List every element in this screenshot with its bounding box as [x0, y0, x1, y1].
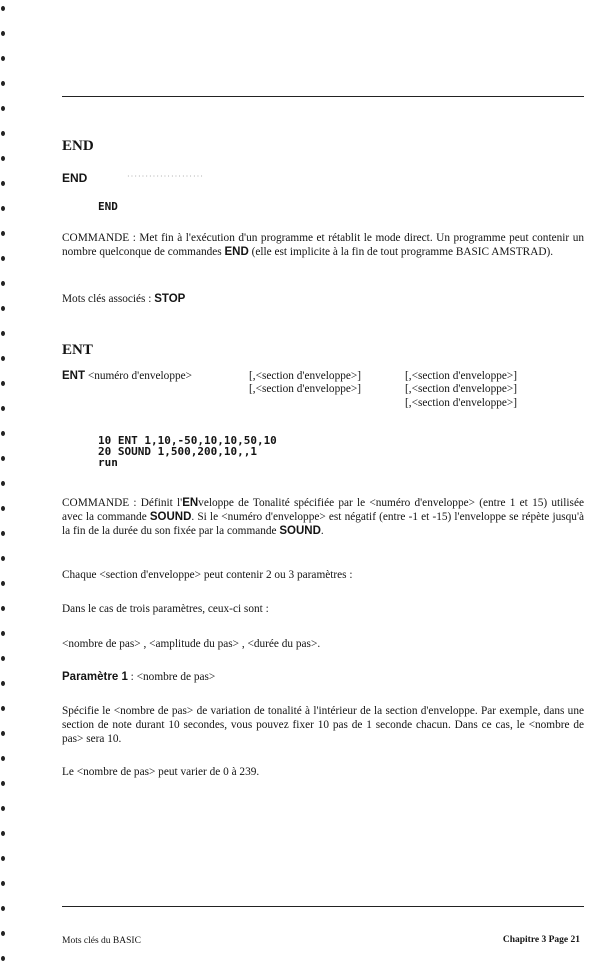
section-params-text: Chaque <section d'enveloppe> peut contenir 2 ou 3 paramètres :: [62, 569, 353, 581]
footer-rule: [62, 906, 584, 907]
binding-hole: [1, 356, 5, 361]
binding-hole: [1, 881, 5, 886]
binding-hole: [1, 6, 5, 11]
footer-page-number: Chapitre 3 Page 21: [502, 935, 580, 945]
binding-hole: [1, 81, 5, 86]
binding-hole: [1, 206, 5, 211]
binding-hole: [1, 606, 5, 611]
ent-description: COMMANDE : Définit l'ENveloppe de Tonalité spécifiée par le <numéro d'enveloppe> (entre 1 et 15) utilisée avec la commande SOUND. Si le <numéro d'enveloppe> est négatif (entre -1 et -15) l'enveloppe se répète jusqu'à la fin de la durée du son fixée par la commande SOUND.: [62, 497, 584, 537]
binding-hole: [1, 156, 5, 161]
binding-hole: [1, 806, 5, 811]
binding-hole: [1, 256, 5, 261]
end-description: COMMANDE : Met fin à l'exécution d'un programme et rétablit le mode direct. Un programme peut contenir un nombre quelconque de commandes END (elle est implicite à la fin de tout programme BASIC AMSTRAD).: [62, 232, 584, 258]
binding-hole: [1, 531, 5, 536]
header-rule: [62, 96, 584, 97]
binding-hole: [1, 931, 5, 936]
param1-label: Paramètre 1 : <nombre de pas>: [62, 671, 216, 683]
ent-heading: ENT: [62, 342, 93, 358]
binding-hole: [1, 731, 5, 736]
binding-hole: [1, 481, 5, 486]
end-heading: END: [62, 138, 94, 154]
binding-hole: [1, 856, 5, 861]
end-related-keywords: Mots clés associés : STOP: [62, 293, 186, 305]
ent-example-code: 10 ENT 1,10,-50,10,10,50,10 20 SOUND 1,500,200,10,,1 run: [98, 434, 277, 469]
param1-description: Spécifie le <nombre de pas> de variation de tonalité à l'intérieur de la section d'enveloppe. Par exemple, dans une section de note durant 10 secondes, vous pouvez fixer 10 pas de 1 seconde chacun. Dans ce cas, le <nombre de pas> sera 10.: [62, 705, 584, 745]
binding-hole: [1, 131, 5, 136]
three-params-text: Dans le cas de trois paramètres, ceux-ci sont :: [62, 603, 269, 615]
binding-holes: [0, 0, 8, 967]
range-text: Le <nombre de pas> peut varier de 0 à 239.: [62, 766, 260, 778]
binding-hole: [1, 631, 5, 636]
footer-left: Mots clés du BASIC: [62, 936, 141, 946]
binding-hole: [1, 406, 5, 411]
binding-hole: [1, 431, 5, 436]
binding-hole: [1, 706, 5, 711]
binding-hole: [1, 306, 5, 311]
end-syntax: END: [62, 171, 88, 185]
binding-hole: [1, 231, 5, 236]
binding-hole: [1, 181, 5, 186]
binding-hole: [1, 906, 5, 911]
end-example-code: END: [98, 200, 118, 213]
binding-hole: [1, 556, 5, 561]
binding-hole: [1, 31, 5, 36]
binding-hole: [1, 681, 5, 686]
params-list-text: <nombre de pas> , <amplitude du pas> , <durée du pas>.: [62, 638, 321, 650]
binding-hole: [1, 281, 5, 286]
binding-hole: [1, 456, 5, 461]
binding-hole: [1, 381, 5, 386]
binding-hole: [1, 781, 5, 786]
binding-hole: [1, 56, 5, 61]
binding-hole: [1, 581, 5, 586]
binding-hole: [1, 106, 5, 111]
binding-hole: [1, 331, 5, 336]
binding-hole: [1, 656, 5, 661]
binding-hole: [1, 956, 5, 961]
binding-hole: [1, 756, 5, 761]
binding-hole: [1, 506, 5, 511]
binding-hole: [1, 831, 5, 836]
smudge-mark: ·····················: [127, 172, 204, 181]
